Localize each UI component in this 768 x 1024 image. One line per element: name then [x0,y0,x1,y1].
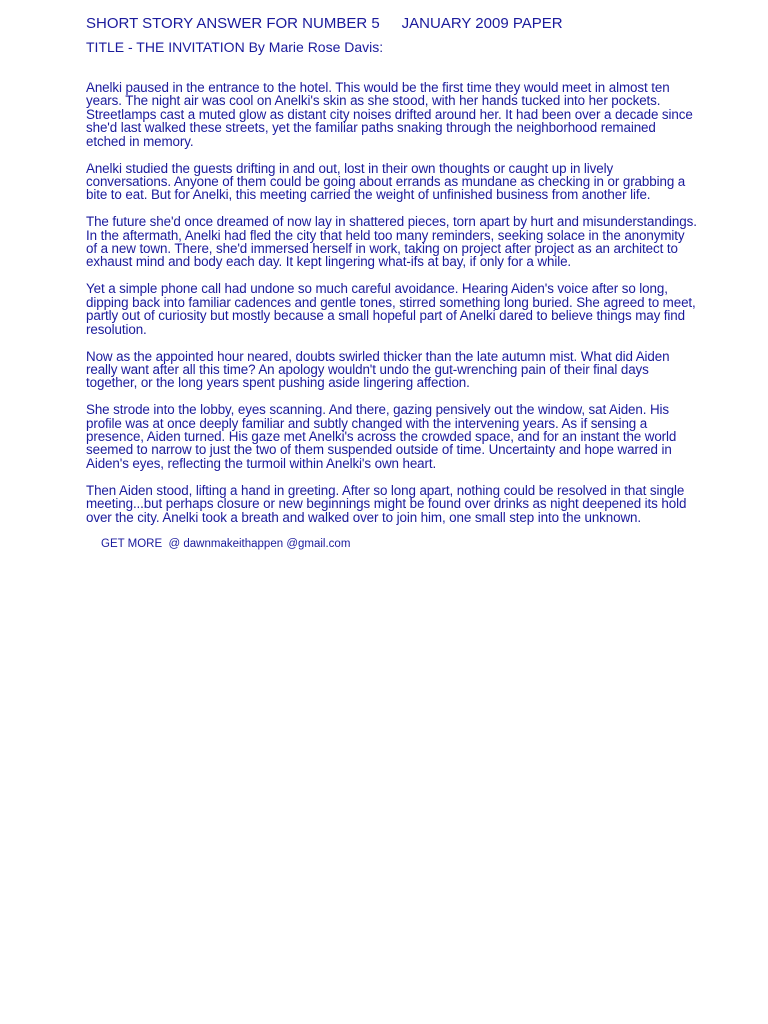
document-page [86,14,698,551]
story-paragraph-4: Yet a simple phone call had undone so much careful avoidance. Hearing Aiden's voice after so long, dipping back into familiar cadences and gentle tones, stirred something long buried. She agreed to meet, partly out of curiosity but mostly because a small hopeful part of Anelki dared to believe things may find resolution. [86,281,696,337]
story-paragraph-6: She strode into the lobby, eyes scanning. And there, gazing pensively out the window, sat Aiden. His profile was at once deeply familiar and subtly changed with the intervening years. As if sensing a presence, Aiden turned. His gaze met Anelki's across the crowded space, and for an instant the world seemed to narrow to just the two of them suspended outside of time. Uncertainty and hope warred in Aiden's eyes, reflecting the turmoil within Anelki's own heart. [86,402,677,471]
story-paragraph-2: Anelki studied the guests drifting in and out, lost in their own thoughts or caught up in lively conversations. Anyone of them could be going about errands as mundane as checking in or grabbing a bite to eat. But for Anelki, this meeting carried the weight of unfinished business from another life. [86,160,686,203]
story-paragraph-3: The future she'd once dreamed of now lay in shattered pieces, torn apart by hurt and misunderstandings. In the aftermath, Anelki had fled the city that held too many reminders, seeking solace in the anonymity of a new town. There, she'd immersed herself in work, taking on project after project as an architect to exhaust mind and body each day. It kept lingering what-ifs at bay, if only for a while. [86,214,697,270]
header-question-label: SHORT STORY ANSWER FOR NUMBER 5 [86,15,380,32]
document-header [86,14,698,34]
story-paragraph-5: Now as the appointed hour neared, doubts swirled thicker than the late autumn mist. What did Aiden really want after all this time? An apology wouldn't undo the gut-wrenching pain of their final days together, or the long years spent pushing aside lingering affection. [86,348,670,391]
story-paragraph-7: Then Aiden stood, lifting a hand in greeting. After so long apart, nothing could be resolved in that single meeting...but perhaps closure or new beginnings might be found over drinks as night deepened its hold over the city. Anelki took a breath and walked over to join him, one small step into the unknown. [86,482,687,525]
footer-contact: GET MORE @ dawnmakeithappen @gmail.com [101,538,351,551]
story-paragraph-1: Anelki paused in the entrance to the hotel. This would be the first time they would meet in almost ten years. The night air was cool on Anelki's skin as she stood, with her hands tucked into her pockets. Streetlamps cast a muted glow as distant city noises drifted around her. It had been over a decade since she'd last walked these streets, yet the familiar paths snaking through the neighborhood remained etched in memory. [86,80,693,149]
story-title: TITLE - THE INVITATION By Marie Rose Davis: [86,39,384,55]
header-paper-date: JANUARY 2009 PAPER [401,15,563,32]
story-body [86,81,698,524]
